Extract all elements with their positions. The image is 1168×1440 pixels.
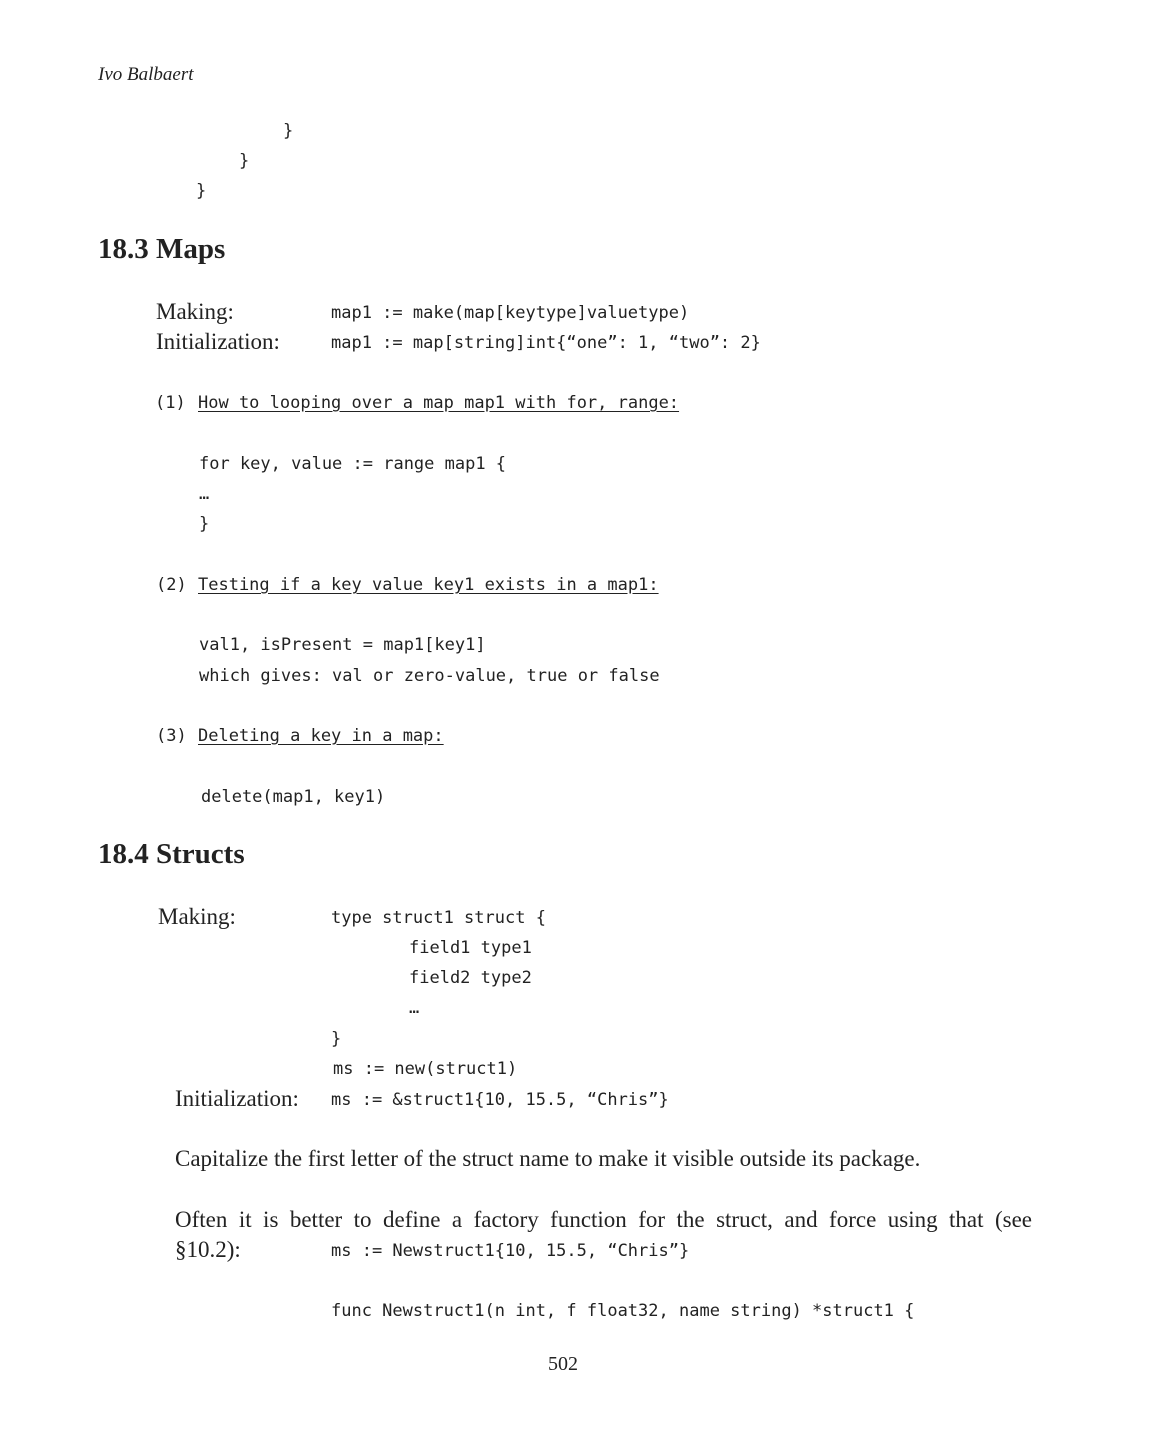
code-line: } xyxy=(331,1029,342,1049)
code-line: field1 type1 xyxy=(409,938,532,958)
code-line: for key, value := range map1 { xyxy=(199,454,507,474)
page-number: 502 xyxy=(548,1353,578,1375)
structs-making-label: Making: xyxy=(158,904,236,929)
code-closing-brace: } xyxy=(283,121,294,141)
item-title-looping: How to looping over a map map1 with for, range: xyxy=(198,393,680,413)
maps-init-code: map1 := map[string]int{“one”: 1, “two”: 2} xyxy=(331,333,761,353)
running-header-author: Ivo Balbaert xyxy=(98,64,194,85)
paragraph-factory: Often it is better to define a factory function for the struct, and force using that (see xyxy=(175,1207,1032,1232)
code-line: field2 type2 xyxy=(409,968,532,988)
structs-init-label: Initialization: xyxy=(175,1086,299,1111)
section-heading-structs: 18.4 Structs xyxy=(98,838,245,870)
func-code: func Newstruct1(n int, f float32, name string) *struct1 { xyxy=(331,1301,915,1321)
code-closing-brace: } xyxy=(239,151,250,171)
code-closing-brace: } xyxy=(196,181,207,201)
paragraph-factory-ref: §10.2): xyxy=(175,1237,241,1262)
code-line: … xyxy=(409,998,420,1018)
code-line: type struct1 struct { xyxy=(331,908,546,928)
item-title-testing: Testing if a key value key1 exists in a map1: xyxy=(198,575,659,595)
code-line: } xyxy=(199,514,210,534)
factory-code: ms := Newstruct1{10, 15.5, “Chris”} xyxy=(331,1241,690,1261)
item-title-deleting: Deleting a key in a map: xyxy=(198,726,444,746)
code-line: val1, isPresent = map1[key1] xyxy=(199,635,486,655)
structs-init-code: ms := &struct1{10, 15.5, “Chris”} xyxy=(331,1090,669,1110)
code-line: … xyxy=(199,484,210,504)
item-number: (1) xyxy=(155,393,186,413)
maps-making-label: Making: xyxy=(156,299,234,324)
item-number: (2) xyxy=(156,575,187,595)
code-line: delete(map1, key1) xyxy=(201,787,386,807)
maps-init-label: Initialization: xyxy=(156,329,280,354)
section-heading-maps: 18.3 Maps xyxy=(98,233,226,265)
maps-making-code: map1 := make(map[keytype]valuetype) xyxy=(331,303,690,323)
code-line: ms := new(struct1) xyxy=(333,1059,518,1079)
paragraph-capitalize: Capitalize the first letter of the struct name to make it visible outside its package. xyxy=(175,1146,921,1171)
code-line: which gives: val or zero-value, true or false xyxy=(199,666,660,686)
item-number: (3) xyxy=(156,726,187,746)
